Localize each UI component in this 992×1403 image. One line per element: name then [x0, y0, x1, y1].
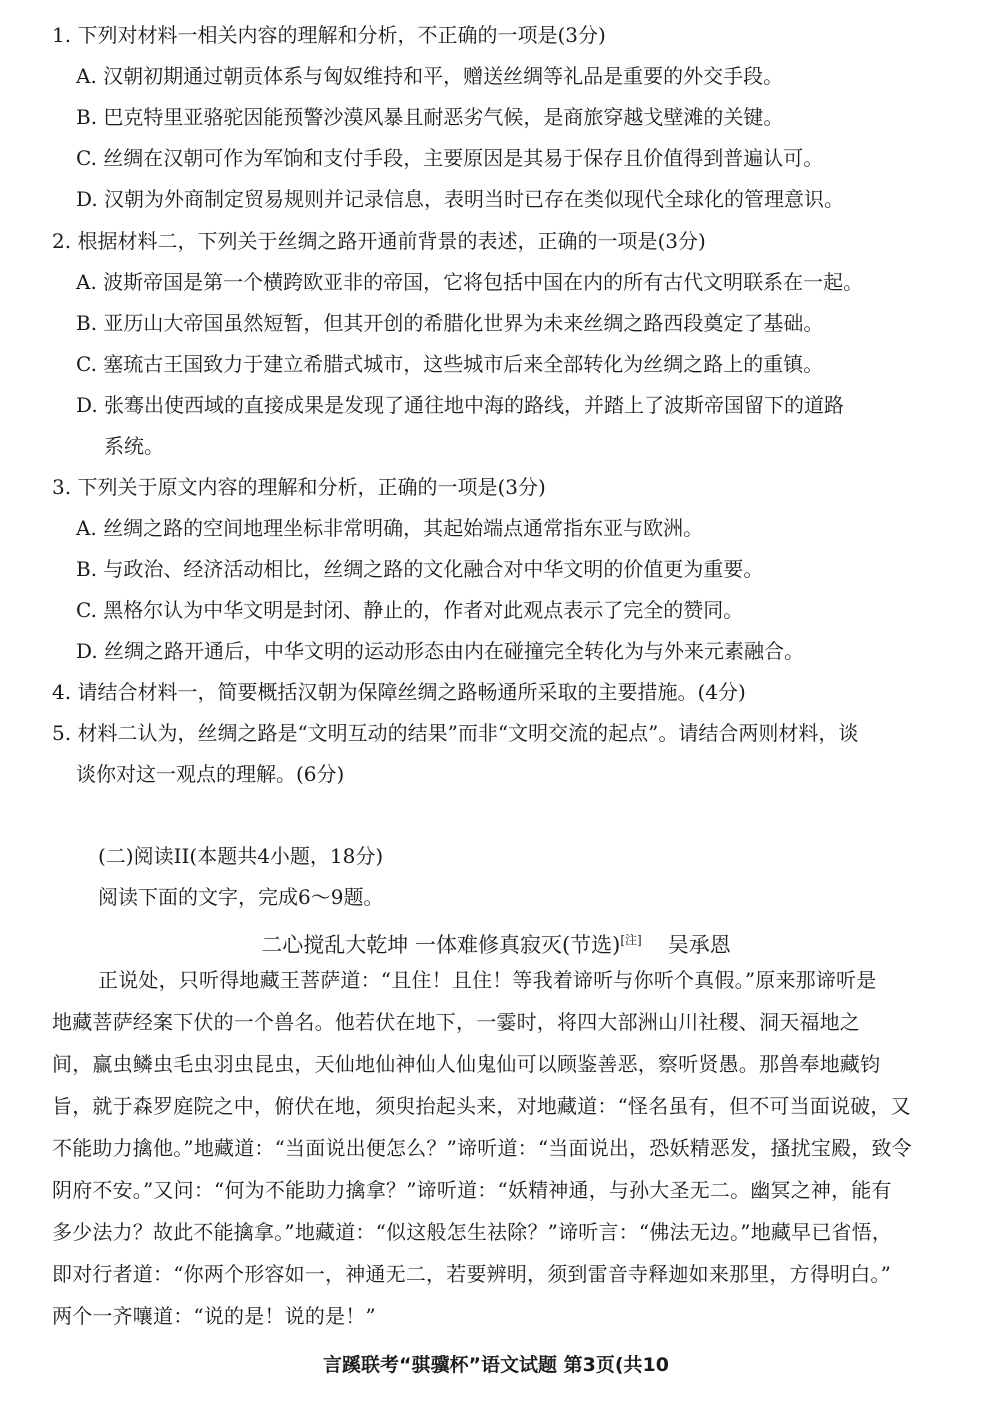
question-2-stem: 2. 根据材料二，下列关于丝绸之路开通前背景的表述，正确的一项是(3分): [52, 229, 706, 253]
question-2-option-b: B. 亚历山大帝国虽然短暂，但其开创的希腊化世界为未来丝绸之路西段奠定了基础。: [76, 311, 824, 335]
passage-line-2: 地藏菩萨经案下伏的一个兽名。他若伏在地下，一霎时，将四大部洲山川社稷、洞天福地之: [52, 1010, 860, 1034]
question-3-option-a: A. 丝绸之路的空间地理坐标非常明确，其起始端点通常指东亚与欧洲。: [76, 516, 704, 540]
section-heading: (二)阅读II(本题共4小题，18分): [98, 844, 384, 868]
question-1-option-c: C. 丝绸在汉朝可作为军饷和支付手段，主要原因是其易于保存且价值得到普遍认可。: [76, 146, 824, 170]
passage-line-6: 阴府不安。”又问：“何为不能助力擒拿？”谛听道：“妖精神通，与孙大圣无二。幽冥之神，能有: [52, 1178, 892, 1202]
passage-author: 吴承恩: [667, 933, 731, 957]
question-5-stem: 5. 材料二认为，丝绸之路是“文明互动的结果”而非“文明交流的起点”。请结合两则材料，谈: [52, 721, 859, 745]
question-4-stem: 4. 请结合材料一，简要概括汉朝为保障丝绸之路畅通所采取的主要措施。(4分): [52, 680, 746, 704]
passage-title-line: [0, 927, 992, 958]
question-2-option-d: D. 张骞出使西域的直接成果是发现了通往地中海的路线，并踏上了波斯帝国留下的道路: [76, 393, 845, 417]
question-2-option-a: A. 波斯帝国是第一个横跨欧亚非的帝国，它将包括中国在内的所有古代文明联系在一起。: [76, 270, 864, 294]
question-2-option-c: C. 塞琉古王国致力于建立希腊式城市，这些城市后来全部转化为丝绸之路上的重镇。: [76, 352, 824, 376]
passage-line-3: 间，赢虫鳞虫毛虫羽虫昆虫，天仙地仙神仙人仙鬼仙可以顾鉴善恶，察听贤愚。那兽奉地藏钧: [52, 1052, 881, 1076]
passage-line-4: 旨，就于森罗庭院之中，俯伏在地，须臾抬起头来，对地藏道：“怪名虽有，但不可当面说破，又: [52, 1094, 911, 1118]
passage-note-marker: [注]: [620, 933, 642, 947]
passage-line-5: 不能助力擒他。”地藏道：“当面说出便怎么？”谛听道：“当面说出，恐妖精恶发，搔扰宝殿，致令: [52, 1136, 912, 1160]
question-1-option-b: B. 巴克特里亚骆驼因能预警沙漠风暴且耐恶劣气候，是商旅穿越戈壁滩的关键。: [76, 105, 784, 129]
question-1-option-d: D. 汉朝为外商制定贸易规则并记录信息，表明当时已存在类似现代全球化的管理意识。: [76, 187, 845, 211]
question-3-option-d: D. 丝绸之路开通后，中华文明的运动形态由内在碰撞完全转化为与外来元素融合。: [76, 639, 805, 663]
question-2-option-d-continued: 系统。: [104, 434, 164, 458]
question-1-option-a: A. 汉朝初期通过朝贡体系与匈奴维持和平，赠送丝绸等礼品是重要的外交手段。: [76, 64, 784, 88]
question-5-stem-continued: 谈你对这一观点的理解。(6分): [76, 762, 345, 786]
question-3-stem: 3. 下列关于原文内容的理解和分析，正确的一项是(3分): [52, 475, 546, 499]
passage-line-7: 多少法力？故此不能擒拿。”地藏道：“似这般怎生祛除？”谛听言：“佛法无边。”地藏早已省悟，: [52, 1220, 893, 1244]
passage-title: 二心搅乱大乾坤 一体难修真寂灭(节选): [261, 933, 621, 957]
question-3-option-c: C. 黑格尔认为中华文明是封闭、静止的，作者对此观点表示了完全的赞同。: [76, 598, 744, 622]
passage-line-9: 两个一齐嚷道：“说的是！说的是！”: [52, 1304, 376, 1328]
section-instruction: 阅读下面的文字，完成6～9题。: [98, 885, 384, 909]
passage-line-1: 正说处，只听得地藏王菩萨道：“且住！且住！等我着谛听与你听个真假。”原来那谛听是: [98, 968, 877, 992]
page-footer: 言蹊联考“骐骥杯”语文试题 第3页(共10: [323, 1354, 669, 1376]
question-1-stem: 1. 下列对材料一相关内容的理解和分析，不正确的一项是(3分): [52, 23, 606, 47]
question-3-option-b: B. 与政治、经济活动相比，丝绸之路的文化融合对中华文明的价值更为重要。: [76, 557, 764, 581]
passage-line-8: 即对行者道：“你两个形容如一，神通无二，若要辨明，须到雷音寺释迦如来那里，方得明白。”: [52, 1262, 892, 1286]
